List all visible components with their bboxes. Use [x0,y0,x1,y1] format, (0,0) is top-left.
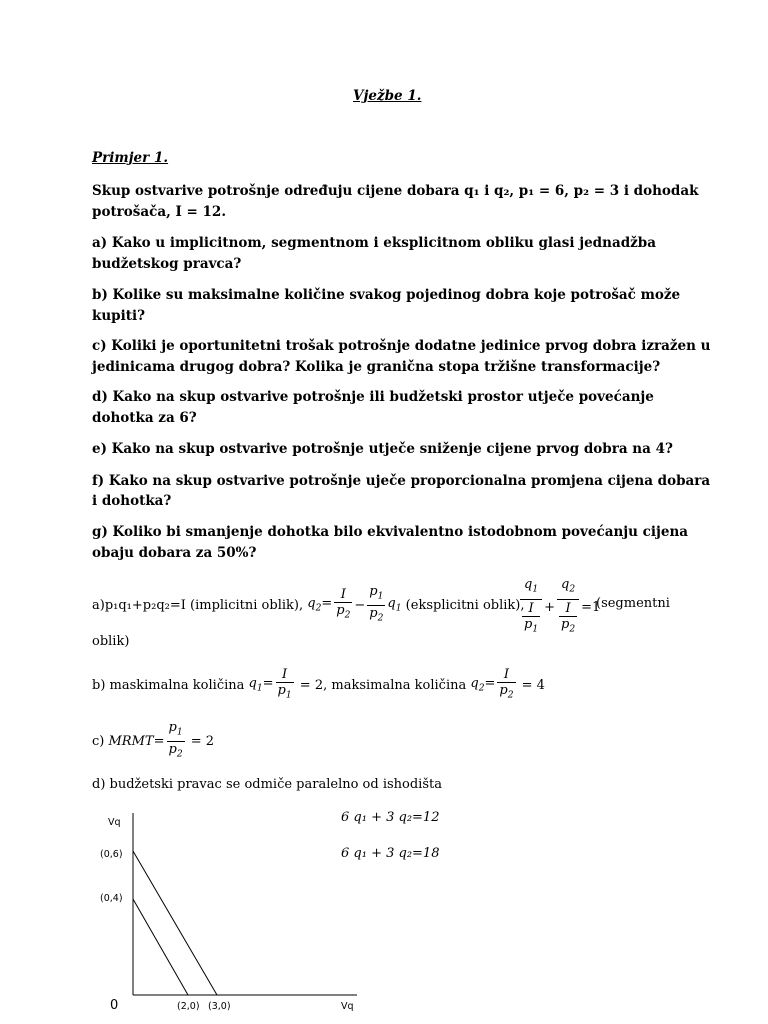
answer-c-prefix: c) [92,733,109,749]
question-e-line-1: e) Kako na skup ostvarive potrošnje utječe sniženje cijene prvog dobra na 4? [92,441,673,457]
question-g-line-2: obaju dobara za 50%? [92,545,257,561]
answer-c-val: = 2 [186,733,215,749]
answer-a-implicit-note: (implicitni oblik), [185,597,308,613]
answer-a-explicit-note: (eksplicitni oblik), [401,597,529,613]
answer-b: b) maskimalna količina $q_1=$ $\frac{I}{p_1}$ = 2, maksimalna količina $q_2=$ $\frac{I}{p_2}$ = 4 [92,666,545,701]
equation-income-18: 6 q₁ + 3 q₂=18 [341,846,440,861]
question-d-line-1: d) Kako na skup ostvarive potrošnje ili budžetski prostor utječe povećanje [92,389,654,405]
question-f-line-2: i dohotka? [92,493,172,509]
answer-a-prefix: a) [92,597,105,613]
y-axis-label: Vq [108,817,121,828]
budget-line-graph [95,805,415,1024]
x-axis-label: Vq [341,1001,354,1012]
intro-line-2: potrošača, I = 12. [92,204,227,220]
fraction-i-over-p2: $\frac{I}{p_2}$ [336,586,351,621]
answer-b-val2: = 4 [517,677,545,693]
x-tick-3-0: (3,0) [208,1001,231,1012]
answer-b-val1: = 2, maksimalna količina [295,677,471,693]
budget-line-18 [133,851,217,995]
question-d-line-2: dohotka za 6? [92,410,197,426]
question-c-line-1: c) Koliki je oportunitetni trošak potrošnje dodatne jedinice prvog dobra izražen u [92,338,711,354]
answer-a: a) p₁q₁+p₂q₂=I (implicitni oblik), $q_2=$ $\frac{I}{p_2}$ − $\frac{p_1}{p_2}$ $q_1$ (eksplicitni oblik), [92,584,529,626]
question-b-line-1: b) Kolike su maksimalne količine svakog pojedinog dobra koje potrošač može [92,287,681,303]
question-b-line-2: kupiti? [92,308,146,324]
fraction-p1-over-p2: $\frac{p_1}{p_2}$ [369,583,384,624]
question-g-line-1: g) Koliko bi smanjenje dohotka bilo ekvivalentno istodobnom povećanju cijena [92,524,689,540]
intro-line-1: Skup ostvarive potrošnje određuju cijene dobara q₁ i q₂, p₁ = 6, p₂ = 3 i dohodak [92,183,699,199]
origin-label: 0 [110,998,119,1013]
question-f-line-1: f) Kako na skup ostvarive potrošnje uječe proporcionalna promjena cijena dobara [92,473,711,489]
answer-d: d) budžetski pravac se odmiče paralelno od ishodišta [92,777,442,792]
x-tick-2-0: (2,0) [177,1001,200,1012]
formula-segment: $q_1$ $\frac{I}{p_1}$ + $\frac{q_2}{\frac{I}{p_2}}$ =1 [520,576,600,638]
y-tick-0-6: (0,6) [100,849,123,860]
question-a-line-1: a) Kako u implicitnom, segmentnom i eksplicitnom obliku glasi jednadžba [92,235,656,251]
question-a-line-2: budžetskog pravca? [92,256,242,272]
answer-c-mrmt: MRMT [108,733,154,749]
formula-explicit: $q_2=$ [307,596,333,614]
answer-a-implicit: p₁q₁+p₂q₂=I [104,597,186,613]
answer-a-segment-note: (segmentni [596,596,670,611]
equation-income-12: 6 q₁ + 3 q₂=12 [341,810,440,825]
example-heading: Primjer 1. [92,150,169,166]
answer-c: c) MRMT = $\frac{p_1}{p_2}$ = 2 [92,719,215,760]
answer-a-segment-note-2: oblik) [92,634,130,649]
y-tick-0-4: (0,4) [100,893,123,904]
page-title: Vježbe 1. [353,88,422,104]
budget-line-12 [133,899,188,995]
question-c-line-2: jedinicama drugog dobra? Kolika je granična stopa tržišne transformacije? [92,359,661,375]
answer-b-prefix: b) maskimalna količina [92,677,249,693]
